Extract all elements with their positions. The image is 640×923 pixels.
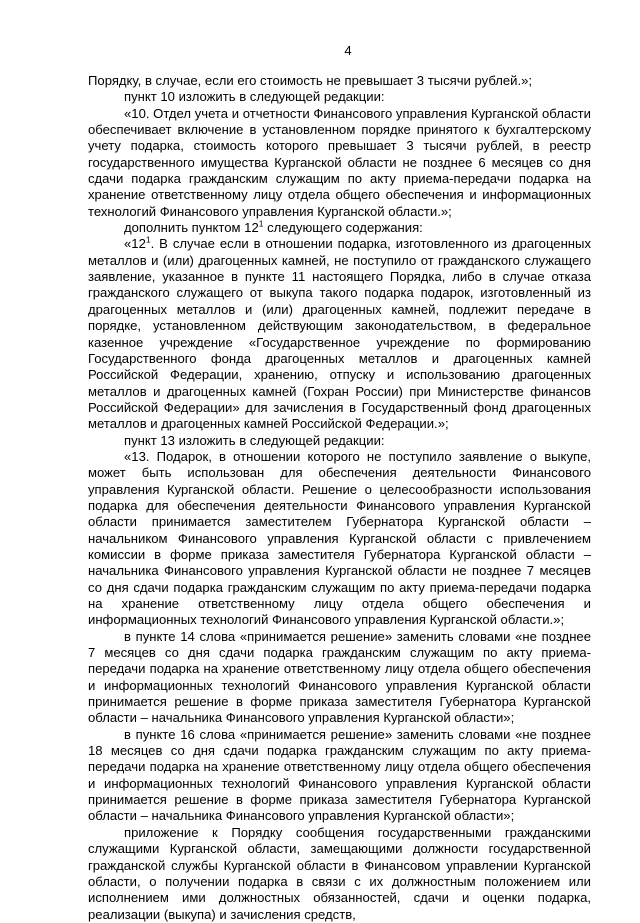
page-number: 4: [344, 43, 352, 58]
superscript: 1: [258, 218, 264, 229]
paragraph-text: «12: [124, 236, 146, 252]
paragraph-item-10-text: «10. Отдел учета и отчетности Финансового управления Курганской области обеспечивает включение в установленном порядке принятого к бухгалтерскому учету подарка, стоимость которого превышает 3 тысячи рублей, в реестр государственного имущества Курганской области не позднее 6 месяцев со дня сдачи подарка гражданским служащим по акту приема-передачи подарка на хранение ответственному лицу отдела общего обеспечения и информационных технологий Финансового управления Курганской области.»;: [88, 105, 591, 219]
paragraph-item-12-1-intro: [88, 220, 591, 236]
superscript: 1: [145, 235, 151, 246]
paragraph-text: . В случае если в отношении подарка, изготовленного из драгоценных металлов и (или) драгоценных камней, не поступило от гражданского служащего заявление, указанное в пункте 11 настоящего Порядка, либо в случае отказа гражданского служащего от выкупа такого подарка подарок, изготовленный из драгоценных металлов и (или) драгоценных камней, подлежит передаче в порядке, установленном действующим законодательством, в федеральное казенное учреждение «Государственное учреждение по формированию Государственного фонда драгоценных металлов и драгоценных камней Российской Федерации, хранению, отпуску и использованию драгоценных металлов и драгоценных камней (Гохран России) при Министерстве финансов Российской Федерации» для зачисления в Государственный фонд драгоценных металлов и драгоценных камней Российской Федерации.»;: [88, 236, 591, 432]
paragraph-continuation: Порядку, в случае, если его стоимость не превышает 3 тысячи рублей.»;: [88, 73, 533, 88]
paragraph-item-13-intro: пункт 13 изложить в следующей редакции:: [124, 432, 385, 448]
paragraph-text: следующего содержания:: [263, 220, 423, 236]
paragraph-item-10-intro: пункт 10 изложить в следующей редакции:: [124, 89, 385, 105]
paragraph-item-13-text: «13. Подарок, в отношении которого не поступило заявление о выкупе, может быть использован для обеспечения деятельности Финансового управления Курганской области. Решение о целесообразности использования подарка для обеспечения деятельности Финансового управления Курганской области принимается заместителем Губернатора Курганской области – начальником Финансового управления Курганской области с привлечением комиссии в форме приказа заместителя Губернатора Курганской области – начальника Финансового управления Курганской области не позднее 7 месяцев со дня сдачи подарка гражданским служащим по акту приема-передачи подарка на хранение ответственному лицу отдела общего обеспечения и информационных технологий Финансового управления Курганской области.»;: [88, 448, 591, 628]
document-body: [88, 73, 591, 923]
paragraph-item-12-1-text: [88, 236, 591, 432]
paragraph-item-16-amendment: в пункте 16 слова «принимается решение» заменить словами «не позднее 18 месяцев со дня сдачи подарка гражданским служащим по акту приема-передачи подарка на хранение ответственному лицу отдела общего обеспечения и информационных технологий Финансового управления Курганской области принимается решение в форме приказа заместителя Губернатора Курганской области – начальника Финансового управления Курганской области»;: [88, 726, 591, 824]
paragraph-text: дополнить пунктом 12: [124, 220, 259, 236]
paragraph-item-14-amendment: в пункте 14 слова «принимается решение» заменить словами «не позднее 7 месяцев со дня сдачи подарка гражданским служащим по акту приема-передачи подарка на хранение ответственному лицу отдела общего обеспечения и информационных технологий Финансового управления Курганской области принимается решение в форме приказа заместителя Губернатора Курганской области – начальника Финансового управления Курганской области»;: [88, 628, 591, 726]
paragraph-appendix-amendment: приложение к Порядку сообщения государственными гражданскими служащими Курганской области, замещающими должности государственной гражданской службы Курганской области в Финансовом управлении Курганской области, о получении подарка в связи с их должностным положением или исполнением ими должностных обязанностей, сдачи и оценки подарка, реализации (выкупа) и зачисления средств,: [88, 824, 591, 922]
